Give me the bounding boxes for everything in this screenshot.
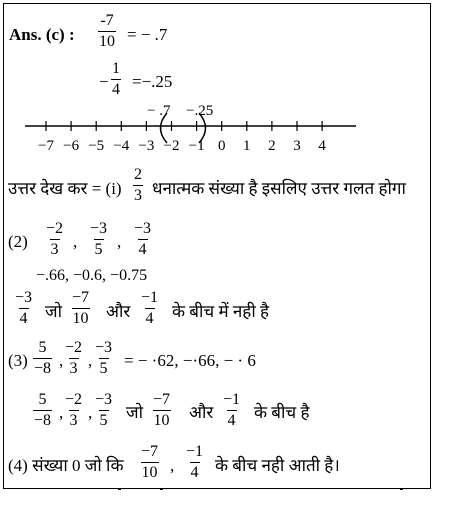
fraction-2-3: $\frac{2}{3}$ — [134, 166, 142, 204]
text-aur: और — [106, 302, 131, 321]
comma: , — [73, 232, 78, 251]
fraction: $\frac{5}{-8}$ — [34, 391, 52, 429]
dot — [118, 488, 121, 490]
dot — [400, 488, 403, 490]
fraction: $\frac{-2}{3}$ — [65, 391, 83, 429]
dot — [160, 488, 163, 490]
option1-prefix: उत्तर देख कर = (i) — [8, 179, 122, 198]
minus-sign: − — [99, 72, 109, 91]
decimals: −.66, −0.6, −0.75 — [36, 267, 148, 284]
decimal-equivalents: = − ·62, −·66, − · 6 — [124, 351, 256, 370]
tick-label: −6 — [63, 138, 80, 154]
fraction: $\frac{-3}{4}$ — [134, 220, 152, 258]
option3-label: (3) — [8, 351, 28, 370]
option2-label: (2) — [8, 232, 28, 251]
fraction: $\frac{-1}{4}$ — [186, 443, 204, 481]
fraction: $\frac{-3}{5}$ — [90, 220, 108, 258]
comma: , — [88, 351, 93, 370]
tick-label: 1 — [243, 138, 251, 154]
tick-label: −7 — [38, 138, 54, 154]
fraction: $\frac{-1}{4}$ — [223, 391, 241, 429]
fraction: $\frac{-3}{5}$ — [95, 391, 113, 429]
comma: , — [170, 456, 175, 475]
equals-value: = − .7 — [127, 25, 168, 44]
fraction: $\frac{-3}{5}$ — [95, 339, 113, 377]
fraction: $\frac{-7}{10}$ — [72, 289, 90, 327]
fraction-neg7-10: $\frac{-7}{10}$ — [99, 12, 115, 50]
number-line — [0, 0, 461, 160]
tick-label: −5 — [88, 138, 105, 154]
fraction: $\frac{-2}{3}$ — [65, 339, 83, 377]
text-jo: जो — [126, 403, 144, 422]
equals-value: =−.25 — [132, 72, 173, 91]
tick-label: −2 — [163, 138, 180, 154]
fraction: $\frac{-7}{10}$ — [153, 391, 171, 429]
text-jo: जो — [45, 302, 63, 321]
option2-conclusion: के बीच में नही है — [172, 302, 270, 321]
tick-label: −4 — [113, 138, 130, 154]
fraction: $\frac{-3}{4}$ — [15, 289, 33, 327]
comma: , — [59, 403, 64, 422]
option3-conclusion: के बीच है — [254, 403, 310, 422]
fraction: $\frac{-7}{10}$ — [141, 443, 159, 481]
fraction: $\frac{5}{-8}$ — [34, 339, 52, 377]
text-aur: और — [189, 403, 214, 422]
comma: , — [88, 403, 93, 422]
tick-label: 2 — [268, 138, 276, 154]
marker-label: − .7 — [147, 103, 171, 119]
fraction: $\frac{-2}{3}$ — [46, 220, 64, 258]
fraction: $\frac{-1}{4}$ — [141, 289, 159, 327]
tick-label: −1 — [188, 138, 205, 154]
marker-label: −.25 — [186, 103, 214, 119]
tick-label: −3 — [138, 138, 155, 154]
option4-conclusion: के बीच नही आती है। — [215, 456, 340, 475]
option4-prefix: (4) संख्या 0 जो कि — [8, 456, 124, 475]
tick-label: 0 — [217, 138, 226, 154]
comma: , — [117, 232, 122, 251]
tick-label: 3 — [293, 138, 301, 154]
tick-label: 4 — [318, 138, 326, 154]
answer-label: Ans. (c) : — [9, 25, 75, 44]
comma: , — [59, 351, 64, 370]
fraction-1-4: $\frac{1}{4}$ — [112, 60, 120, 98]
option1-text: धनात्मक संख्या है इसलिए उत्तर गलत होगा — [152, 179, 406, 198]
